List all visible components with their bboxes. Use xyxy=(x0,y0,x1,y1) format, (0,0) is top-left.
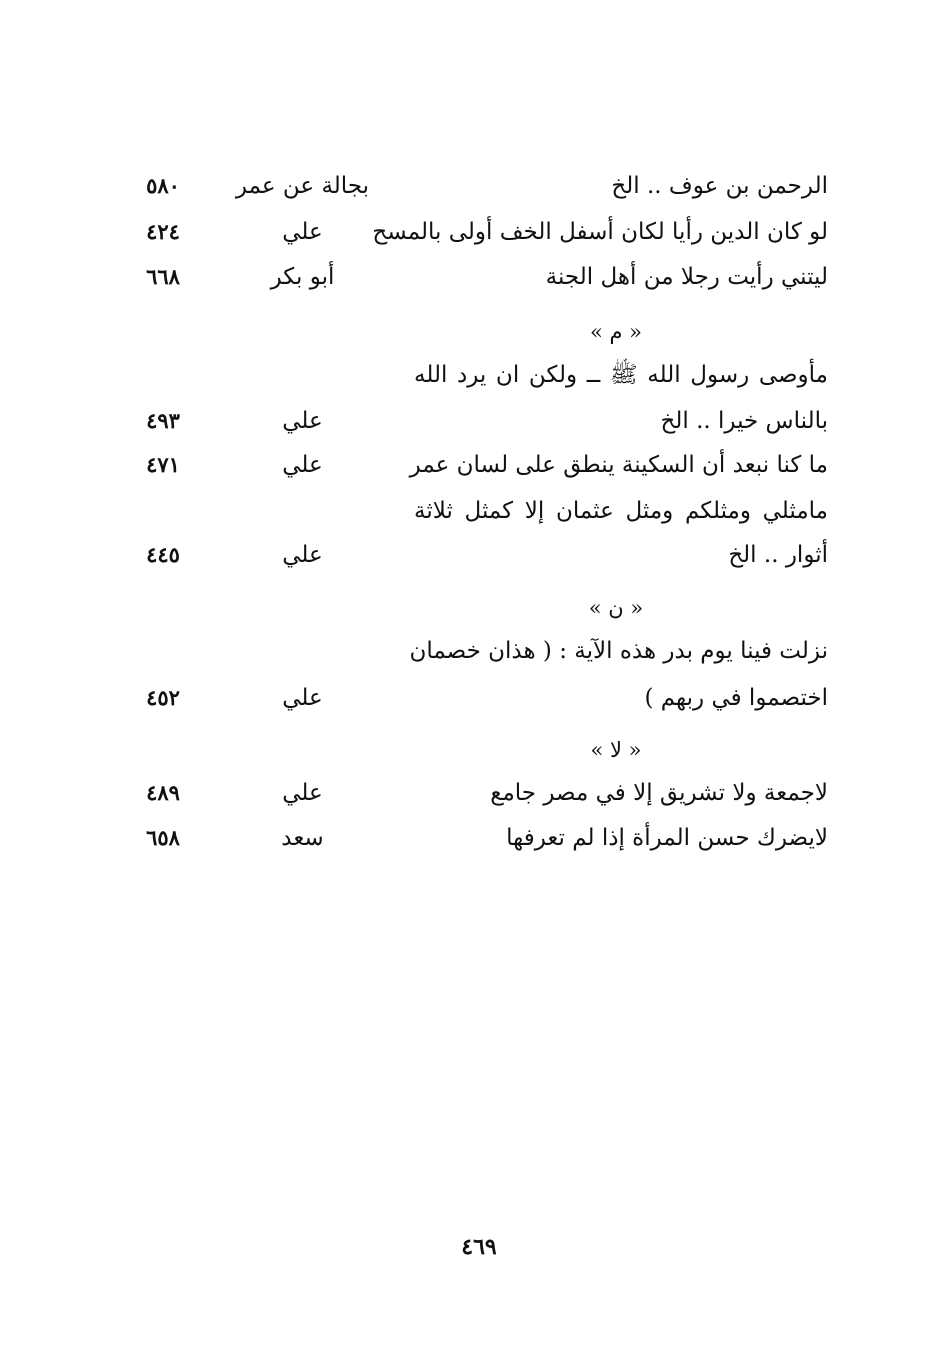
page-reference: ٤٨٩ xyxy=(146,780,180,805)
page-reference: ٤٧١ xyxy=(146,452,180,477)
index-entry xyxy=(0,818,932,858)
hadith-text: الرحمن بن عوف .. الخ xyxy=(611,173,828,199)
index-entry xyxy=(0,678,932,718)
section-letter: « م » xyxy=(589,320,643,344)
narrator: علي xyxy=(282,452,323,478)
index-entry-line xyxy=(0,355,932,395)
narrator: سعد xyxy=(281,825,324,851)
index-entry xyxy=(0,773,932,813)
index-entry xyxy=(0,401,932,441)
hadith-text: ليتني رأيت رجلا من أهل الجنة xyxy=(545,264,828,290)
hadith-text: ما كنا نبعد أن السكينة ينطق على لسان عمر xyxy=(409,452,828,478)
narrator: علي xyxy=(282,685,323,711)
index-entry xyxy=(0,166,932,206)
hadith-text: أثوار .. الخ xyxy=(728,542,828,568)
narrator: أبو بكر xyxy=(270,264,335,290)
section-heading xyxy=(0,312,932,352)
narrator: علي xyxy=(282,780,323,806)
hadith-text: بالناس خيرا .. الخ xyxy=(660,408,828,434)
narrator: علي xyxy=(282,408,323,434)
hadith-text: نزلت فينا يوم بدر هذه الآية : ( هذان خصمان xyxy=(409,638,828,664)
narrator: بجالة عن عمر xyxy=(235,173,370,199)
page-reference: ٤٥٢ xyxy=(146,685,180,710)
section-letter: « لا » xyxy=(590,738,642,762)
page-reference: ٦٥٨ xyxy=(146,825,180,850)
index-entry xyxy=(0,212,932,252)
page-reference: ٤٤٥ xyxy=(146,542,180,567)
index-entry-line xyxy=(0,631,932,671)
page-reference: ٤٩٣ xyxy=(146,408,180,433)
hadith-text: مامثلي ومثلكم ومثل عثمان إلا كمثل ثلاثة xyxy=(414,498,828,524)
hadith-text: لايضرك حسن المرأة إذا لم تعرفها xyxy=(506,825,828,851)
page-number-text: ٤٦٩ xyxy=(461,1234,497,1260)
narrator: علي xyxy=(282,219,323,245)
index-entry xyxy=(0,257,932,297)
section-heading xyxy=(0,730,932,770)
index-entry xyxy=(0,445,932,485)
hadith-text: اختصموا في ربهم ) xyxy=(644,685,828,711)
narrator: علي xyxy=(282,542,323,568)
hadith-text: مأوصى رسول الله ﷺ ــ ولكن ان يرد الله xyxy=(414,362,828,388)
index-entry-line xyxy=(0,491,932,531)
page-number xyxy=(0,1232,932,1262)
section-letter: « ن » xyxy=(588,596,644,620)
hadith-text: لاجمعة ولا تشريق إلا في مصر جامع xyxy=(490,780,828,806)
page-reference: ٦٦٨ xyxy=(146,264,180,289)
section-heading xyxy=(0,588,932,628)
index-entry xyxy=(0,535,932,575)
page-reference: ٤٢٤ xyxy=(146,219,180,244)
page-reference: ٥٨٠ xyxy=(146,173,180,198)
hadith-text: لو كان الدين رأيا لكان أسفل الخف أولى بالمسح xyxy=(372,219,828,245)
